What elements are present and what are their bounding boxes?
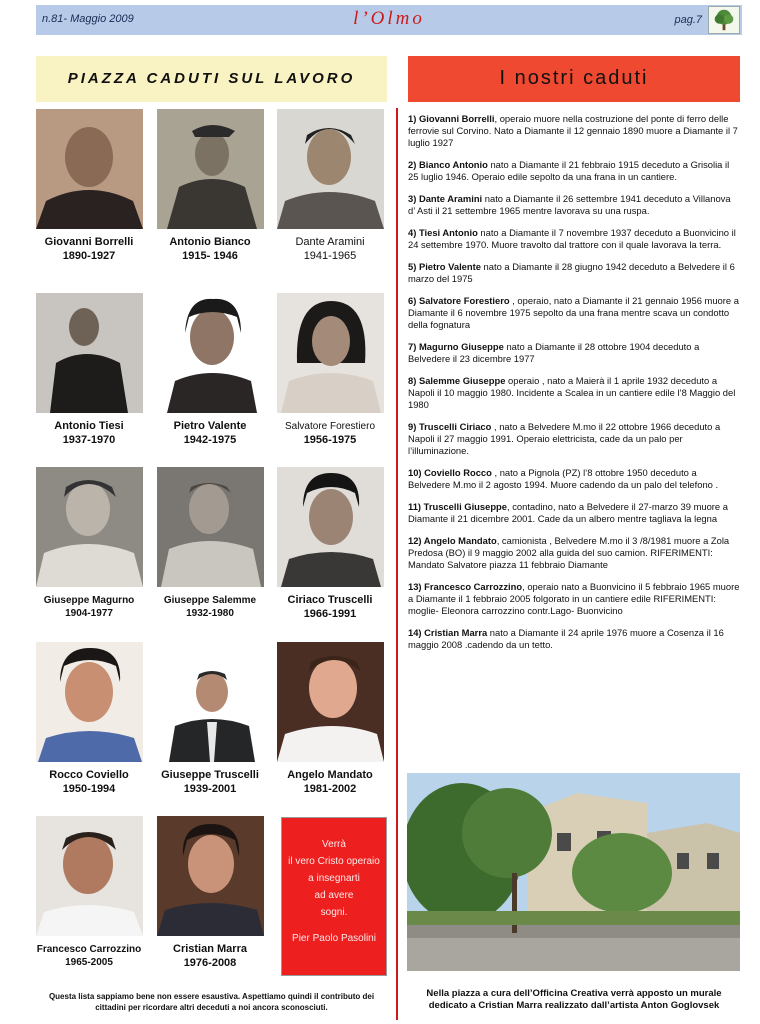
person-name: Pietro Valente: [173, 420, 247, 432]
person-card: [150, 109, 270, 263]
person-years: 1956-1975: [303, 434, 357, 446]
list-item: [408, 295, 740, 332]
person-name: Giuseppe Magurno: [43, 595, 135, 606]
portrait-photo: [277, 467, 384, 587]
portrait-photo: [36, 816, 143, 936]
person-card: [29, 467, 149, 621]
portrait-photo: [157, 467, 264, 587]
person-years: 1981-2002: [303, 783, 357, 795]
entry-text: , contadino, nato a Belvedere il 27-marzo 39 muore a Diamante il 21 dicembre 2001. Cade da un albero mentre tagliava la legna: [408, 500, 728, 525]
person-name: Antonio Tiesi: [54, 420, 124, 432]
entry-text: , operaio muore nella costruzione del ponte di ferro delle ferrovie sul Corvino. Nato a Diamante il 12 gennaio 1890 muore a Diamante il 7 luglio 1927: [408, 113, 738, 149]
list-item: [408, 581, 740, 618]
list-disclaimer: Questa lista sappiamo bene non essere esaustiva. Aspettiamo quindi il contributo dei cittadini per ricordare altri deceduti a noi ancora sconosciuti.: [48, 992, 375, 1012]
person-card: [29, 642, 149, 796]
person-years: 1939-2001: [183, 783, 237, 795]
quote-line: il vero Cristo operaio: [288, 856, 380, 867]
person-name: Giovanni Borrelli: [44, 236, 134, 248]
entry-text: , camionista , Belvedere M.mo il 3 /8/1981 muore a Zola Predosa (BO) il 9 maggio 2002 alla guida del suo camion. RIFERIMENTI: Mandato Salvatore piazza 11 febbraio Diamante: [408, 534, 730, 571]
entry-lead: 4) Tiesi Antonio: [408, 226, 478, 238]
list-item: [408, 261, 740, 285]
person-years: 1932-1980: [186, 608, 234, 619]
fallen-workers-list: [408, 113, 740, 661]
person-years: 1942-1975: [183, 434, 237, 446]
person-name: Giuseppe Truscelli: [161, 769, 259, 781]
person-years: 1950-1994: [62, 783, 116, 795]
column-divider: [396, 108, 398, 1020]
person-years: 1937-1970: [62, 434, 116, 446]
quote-line: sogni.: [320, 907, 348, 918]
person-name: Dante Aramini: [295, 236, 365, 248]
entry-lead: 14) Cristian Marra: [408, 627, 488, 638]
entry-text: operaio , nato a Maierà il 1 aprile 1932 deceduto a Napoli il 10 maggio 1980. Incidente a Scalea in un cantiere edile l’8 Maggio del 1980: [408, 374, 736, 411]
portrait-photo: [277, 642, 384, 762]
quote-line: a insegnarti: [308, 873, 360, 884]
list-item: [408, 467, 740, 491]
list-item: [408, 501, 740, 525]
entry-lead: 10) Coviello Rocco: [408, 466, 492, 478]
pasolini-quote-box: [281, 817, 387, 976]
page-header: [36, 5, 742, 35]
person-name: Francesco Carrozzino: [36, 944, 142, 955]
portrait-photo: [36, 109, 143, 229]
person-card: [29, 816, 149, 970]
person-years: 1965-2005: [65, 957, 113, 968]
person-card: [150, 293, 270, 447]
person-name: Ciriaco Truscelli: [287, 594, 373, 606]
person-name: Angelo Mandato: [287, 769, 373, 781]
entry-lead: 2) Bianco Antonio: [408, 159, 488, 171]
entry-text: , operaio, nato a Diamante il 21 gennaio 1956 muore a Diamante il 6 novembre 1975 sepolto da una frana mentre scava un condotto della fognatura: [408, 294, 739, 331]
entry-text: , operaio nato a Buonvicino il 5 febbraio 1965 muore a Diamante il 1 febbraio 2005 folgorato in un cantiere edile RIFERIMENTI: moglie- Eleonora carrozzino contr.Lago- Buonvicino: [408, 580, 740, 617]
portrait-photo: [157, 293, 264, 413]
portrait-photo: [277, 293, 384, 413]
list-item: [408, 113, 740, 150]
entry-lead: 6) Salvatore Forestiero: [408, 294, 510, 306]
person-name: Salvatore Forestiero: [284, 421, 376, 432]
photo-caption: Nella piazza a cura dell’Officina Creativa verrà apposto un murale dedicato a Cristian Marra realizzato dall’artista Anton Goglovsek: [426, 988, 722, 1011]
left-section-title: PIAZZA CADUTI SUL LAVORO: [36, 56, 387, 102]
entry-text: nato a Diamante il 7 novembre 1937 deceduto a Buonvicino il 24 settembre 1970. Muore travolto dal trattore con il quale lavorava la terra.: [408, 226, 736, 251]
entry-text: nato a Diamante il 24 aprile 1976 muore a Cosenza il 16 maggio 2008 .cadendo da un tetto.: [408, 627, 724, 651]
list-item: [408, 159, 740, 183]
portrait-photo: [157, 642, 264, 762]
right-section-title: I nostri caduti: [408, 56, 740, 102]
person-card: [29, 293, 149, 447]
entry-lead: 8) Salemme Giuseppe: [408, 374, 506, 386]
list-item: [408, 193, 740, 217]
quote-line: Verrà: [322, 839, 346, 850]
portrait-photo: [36, 293, 143, 413]
list-item: [408, 535, 740, 572]
entry-lead: 9) Truscelli Ciriaco: [408, 420, 492, 432]
portrait-photo: [36, 642, 143, 762]
person-card: [29, 109, 149, 263]
quote-line: ad avere: [314, 890, 354, 901]
entry-text: , nato a Belvedere M.mo il 22 ottobre 1966 deceduto a Napoli il 27 maggio 1991. Operaio elettricista, cade da un palo per l’illuminazione.: [408, 420, 721, 457]
person-card: [270, 642, 390, 796]
portrait-photo: [36, 467, 143, 587]
person-card: [150, 816, 270, 970]
entry-text: nato a Diamante il 26 settembre 1941 deceduto a Villanova d’ Asti il 21 settembre 1965 mentre lavorava su una ruspa.: [408, 193, 731, 217]
list-item: [408, 375, 740, 412]
entry-lead: 3) Dante Aramini: [408, 193, 483, 205]
person-name: Rocco Coviello: [49, 769, 129, 781]
entry-lead: 13) Francesco Carrozzino: [408, 580, 523, 592]
magazine-title: l’Olmo: [353, 8, 425, 29]
list-item: [408, 627, 740, 651]
portrait-photo: [157, 109, 264, 229]
portrait-photo: [277, 109, 384, 229]
list-item: [408, 341, 740, 365]
person-years: 1966-1991: [303, 608, 357, 620]
person-years: 1890-1927: [62, 250, 116, 262]
person-years: 1904-1977: [65, 608, 113, 619]
person-years: 1941-1965: [303, 250, 357, 262]
person-years: 1976-2008: [183, 957, 237, 969]
portrait-photo: [157, 816, 264, 936]
tree-icon: [708, 6, 740, 34]
person-name: Antonio Bianco: [169, 236, 251, 248]
issue-label: n.81- Maggio 2009: [42, 13, 134, 25]
entry-text: nato a Diamante il 28 ottobre 1904 deceduto a Belvedere il 23 dicembre 1977: [408, 340, 700, 365]
person-name: Giuseppe Salemme: [163, 595, 257, 606]
entry-lead: 1) Giovanni Borrelli: [408, 113, 495, 124]
person-name: Cristian Marra: [173, 943, 247, 955]
quote-author: Pier Paolo Pasolini: [292, 933, 376, 944]
entry-lead: 7) Magurno Giuseppe: [408, 340, 504, 352]
list-item: [408, 421, 740, 458]
entry-text: nato a Diamante il 21 febbraio 1915 deceduto a Grisolia il 25 luglio 1946. Operaio edile sepolto da una frana in un cantiere.: [408, 159, 730, 183]
person-card: [270, 293, 390, 447]
entry-lead: 5) Pietro Valente: [408, 260, 481, 272]
entry-lead: 11) Truscelli Giuseppe: [408, 500, 507, 512]
piazza-photo: [407, 773, 740, 971]
person-card: [270, 467, 390, 621]
person-card: [270, 109, 390, 263]
list-item: [408, 227, 740, 251]
person-card: [150, 642, 270, 796]
person-card: [150, 467, 270, 621]
page-number: pag.7: [674, 14, 702, 26]
entry-text: nato a Diamante il 28 giugno 1942 deceduto a Belvedere il 6 marzo del 1975: [408, 260, 735, 285]
person-years: 1915- 1946: [182, 250, 238, 262]
entry-lead: 12) Angelo Mandato: [408, 534, 497, 546]
entry-text: , nato a Pignola (PZ) l’8 ottobre 1950 deceduto a Belvedere M.mo il 2 agosto 1994. Muore cadendo da un palo del telefono .: [408, 466, 719, 491]
